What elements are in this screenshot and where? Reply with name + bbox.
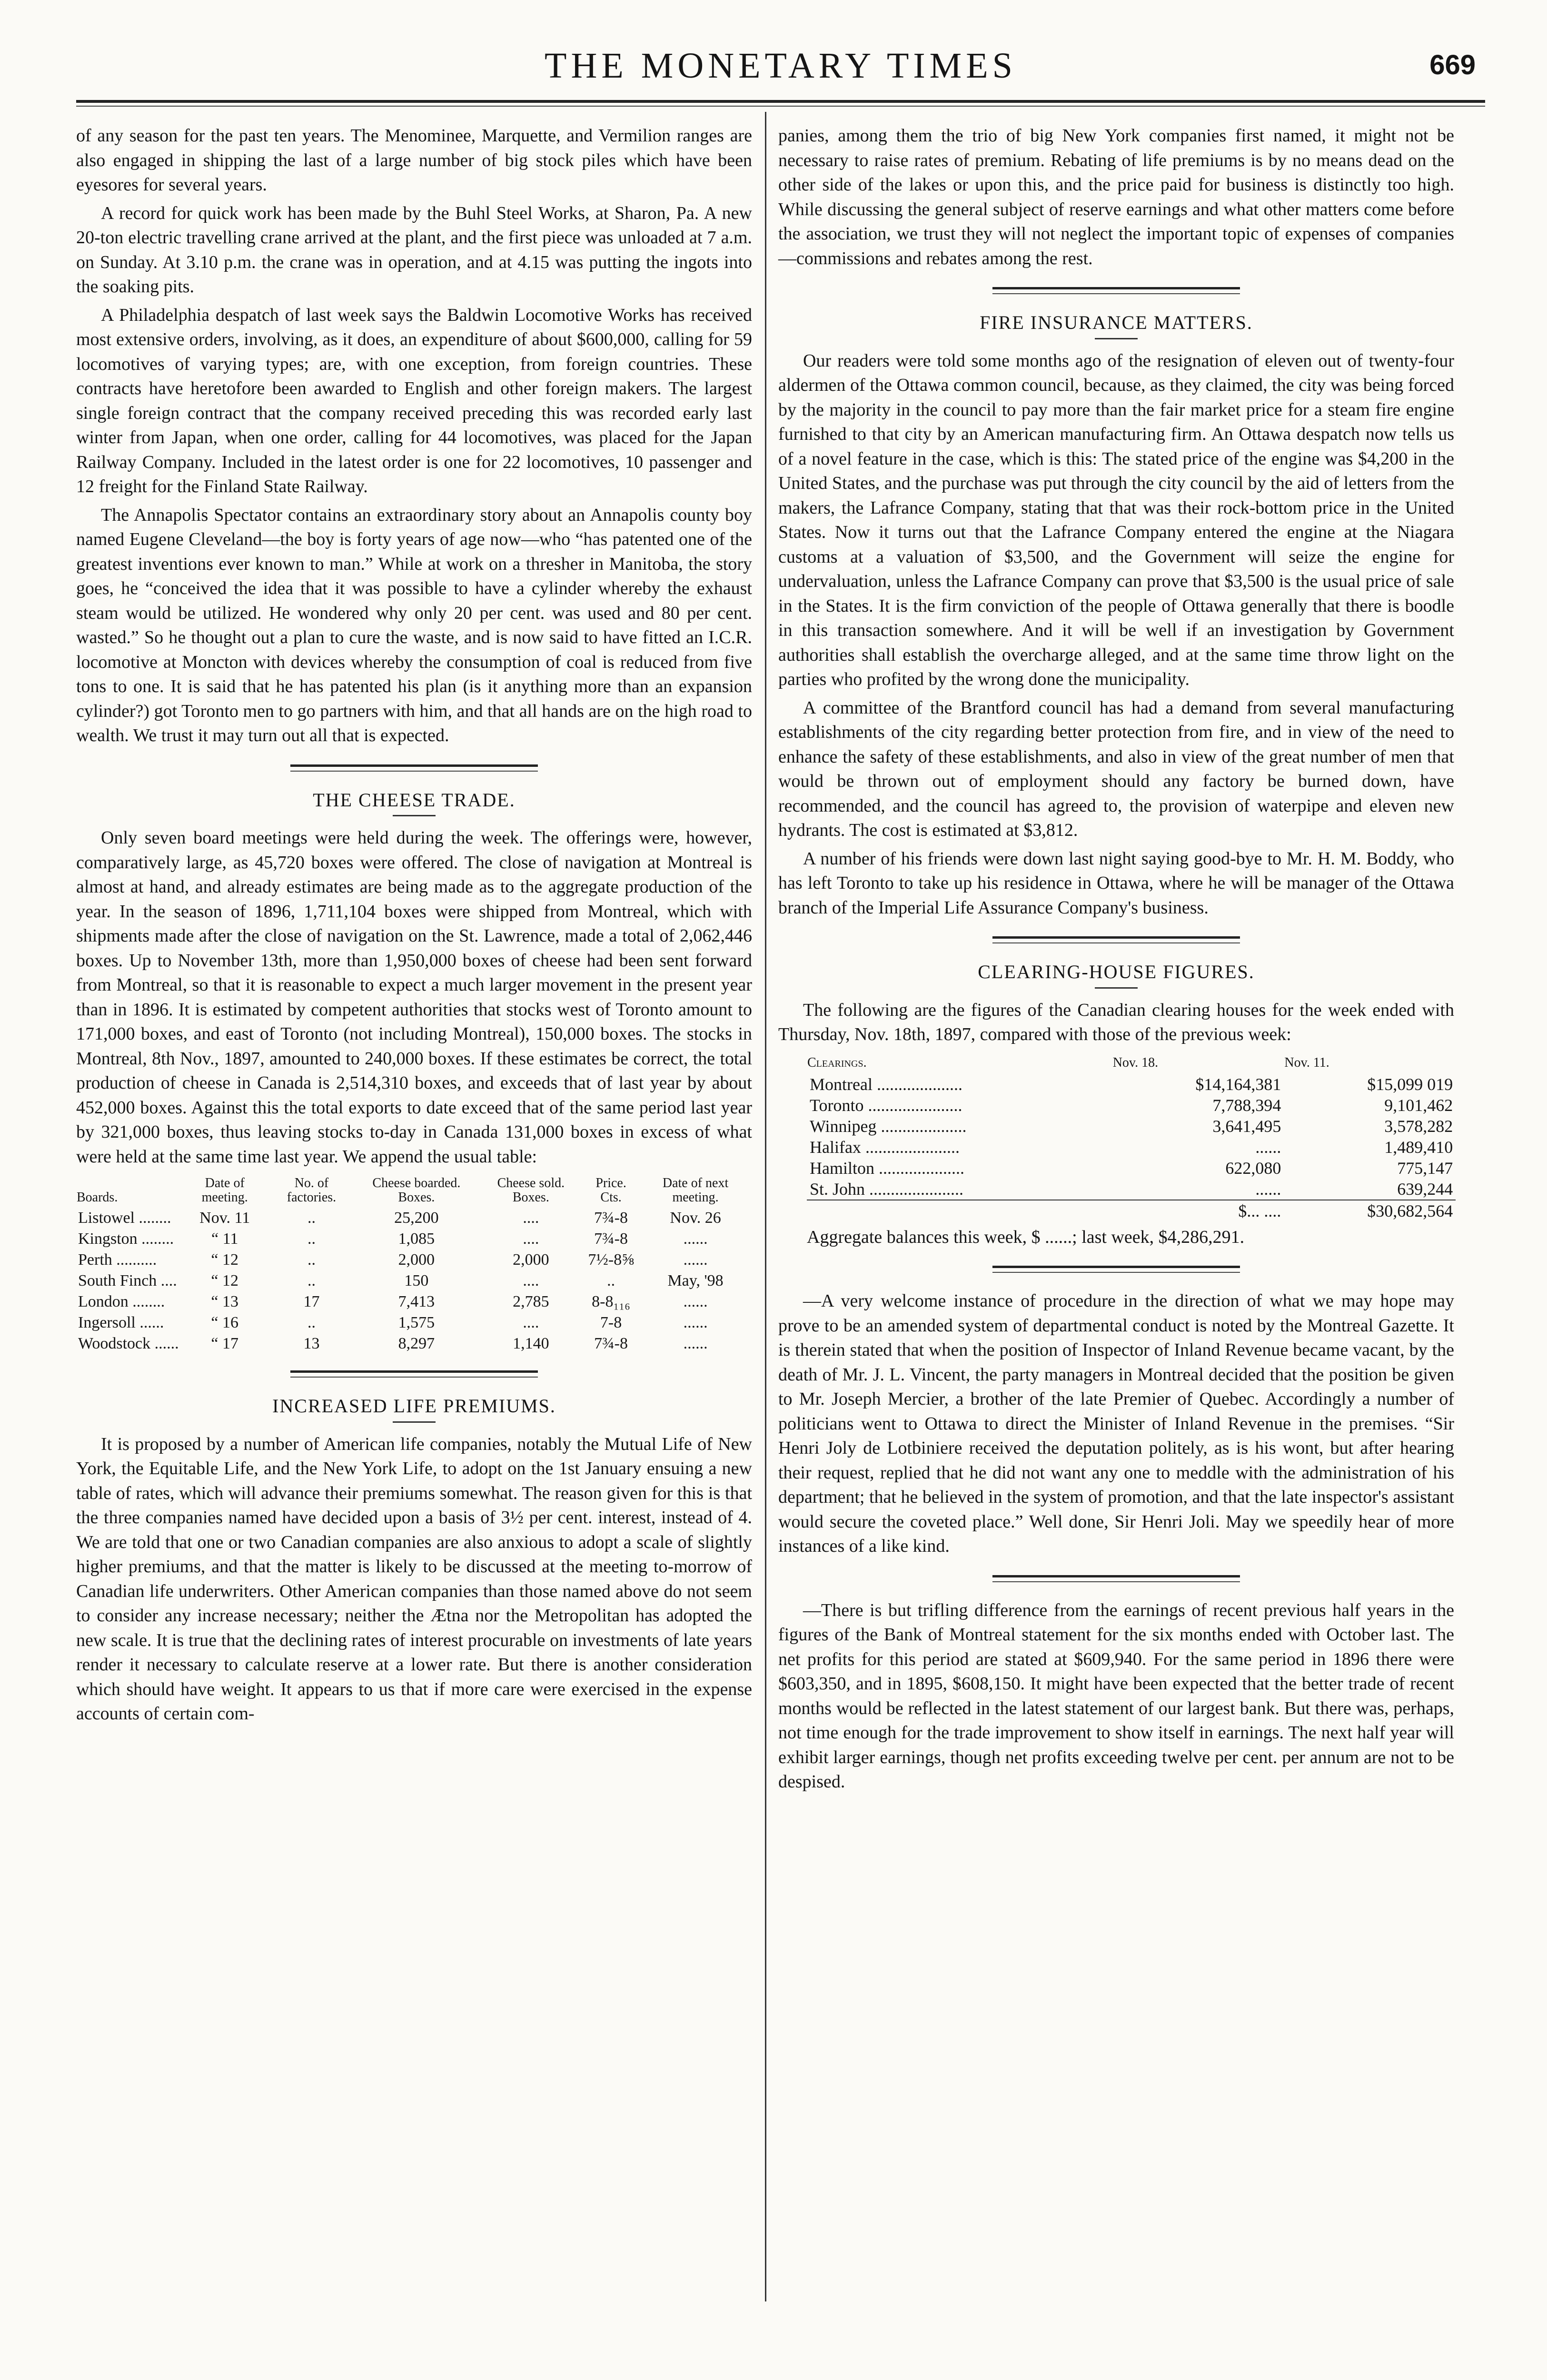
table-cell: ......	[683, 1251, 708, 1269]
column-header: Cheese sold. Boxes.	[497, 1176, 565, 1205]
table-cell: ......	[683, 1293, 708, 1310]
board-name-cell: London ........	[78, 1293, 165, 1310]
paragraph-ottawa-fire-engine: Our readers were told some months ago of the resignation of eleven out of twenty-four aldermen of the Ottawa common council, because, as they claimed, the city was being forced by the majority in the council to pay more than the fair market price for a steam fire engine furnished to that city by an American manufacturing firm. An Ottawa despatch now tells us of a novel feature in the case, which is this: The stated price of the engine was $4,200 in the United States, and the purchase was put through the city council by the aid of letters from the makers, the Lafrance Company, stating that that was their rock-bottom price in the United States. Now it turns out that the Lafrance Company entered the engine at the Niagara customs at a valuation of $3,500, and the Government will seize the engine for undervaluation, unless the Lafrance Company can prove that $3,500 is the usual price of sale in the States. It is the firm conviction of the people of Ottawa generally that there is boodle in this transaction somewhere. And it will be well if an investigation by Government authorities shall establish the overcharge alleged, and at the same time throw light on the parties who profited by the wrong done the municipality.	[778, 350, 1454, 689]
board-name-cell: South Finch ....	[78, 1272, 177, 1289]
page-header	[76, 45, 1485, 98]
table-header-row	[807, 1052, 1456, 1074]
table-cell: ....	[523, 1272, 539, 1289]
paragraph-bank-of-montreal: —There is but trifling difference from the earnings of recent previous half years in the figures of the Bank of Montreal statement for the six months ended with October last. The net profits for this period are stated at $609,940. For the same period in 1896 there were $603,350, and in 1895, $608,150. It might have been expected that the better trade of recent months would be reflected in the latest statement of our largest bank. But there was, perhaps, not time enough for the trade improvement to show itself in earnings. The next half year will exhibit larger earnings, though net profits exceeding twelve per cent. per annum are not to be despised.	[778, 1600, 1454, 1792]
heading-underline	[1095, 338, 1138, 339]
page-number: 669	[1429, 50, 1476, 80]
table-cell: ......	[683, 1230, 708, 1248]
section-rule	[992, 1575, 1240, 1577]
amount-cell: 639,244	[1397, 1179, 1453, 1199]
table-cell: 2,000	[513, 1251, 549, 1269]
table-cell: 7,413	[398, 1293, 435, 1310]
city-cell: Winnipeg ....................	[810, 1116, 967, 1136]
table-row	[807, 1116, 1456, 1137]
table-cell: 8-8₁₁₆	[592, 1293, 631, 1310]
life-premiums-heading: INCREASED LIFE PREMIUMS.	[272, 1395, 556, 1417]
table-cell: “ 16	[211, 1314, 238, 1331]
column-header: Nov. 18.	[1112, 1055, 1159, 1070]
header-rule	[76, 100, 1485, 103]
total-last-week: $30,682,564	[1284, 1200, 1456, 1221]
paragraph-boddy: A number of his friends were down last night saying good-bye to Mr. H. M. Boddy, who has left Toronto to take up his residence in Ottawa, where he will be manager of the Ottawa branch of the Imperial Life Assurance Company's business.	[778, 848, 1454, 918]
section-rule-thin	[992, 942, 1240, 943]
column-header: Date of meeting.	[201, 1176, 248, 1205]
table-cell: ..	[307, 1314, 316, 1331]
table-cell: 25,200	[394, 1209, 439, 1227]
table-cell: ..	[307, 1251, 316, 1269]
paragraph-menominee: of any season for the past ten years. The Menominee, Marquette, and Vermilion ranges are also engaged in shipping the last of a large number of big stock piles which have been eyesores for several years.	[76, 126, 752, 195]
table-cell: 2,000	[398, 1251, 435, 1269]
paragraph-inland-revenue: —A very welcome instance of procedure in the direction of what we may hope may prove to be an amended system of departmental conduct is noted by the Montreal Gazette. It is therein stated that when the position of Inspector of Inland Revenue became vacant, by the death of Mr. J. L. Vincent, the party managers in Montreal decided that the position be given to Mr. Joseph Mercier, a brother of the late Premier of Quebec. Accordingly a number of politicians went to Ottawa to direct the Minister of Inland Revenue in the premises. “Sir Henri Joly de Lotbiniere received the deputation politely, as is his wont, but after hearing their request, replied that he did not want any one to meddle with the administration of his department; that he believed in the system of promotion, and that the late inspector's assistant would secure the coveted place.” Well done, Sir Henri Joli. May we speedily hear of more instances of a like kind.	[778, 1291, 1454, 1556]
table-cell: Nov. 26	[670, 1209, 721, 1227]
city-cell: St. John ......................	[810, 1179, 964, 1199]
table-cell: Nov. 11	[199, 1209, 250, 1227]
table-cell: ......	[683, 1335, 708, 1352]
table-row	[807, 1179, 1456, 1200]
table-cell: 1,140	[513, 1335, 549, 1352]
city-cell: Toronto ......................	[810, 1095, 962, 1115]
column-header: No. of factories.	[287, 1176, 337, 1205]
right-column	[778, 124, 1454, 1798]
column-header: Cheese boarded. Boxes.	[372, 1176, 461, 1205]
amount-cell: ......	[1255, 1137, 1281, 1157]
section-rule-thin	[290, 1377, 538, 1378]
table-cell: ......	[683, 1314, 708, 1331]
board-name-cell: Perth ..........	[78, 1251, 157, 1269]
section-rule-thin	[290, 771, 538, 772]
table-cell: 1,575	[398, 1314, 435, 1331]
table-cell: May, '98	[667, 1272, 724, 1289]
table-cell: “ 17	[211, 1335, 238, 1352]
section-rule	[992, 1266, 1240, 1268]
table-cell: ....	[523, 1230, 539, 1248]
paragraph-brantford-council: A committee of the Brantford council has had a demand from several manufacturing establishments of the city regarding better protection from fire, and in view of the need to enhance the safety of these establishments, and also in view of the great number of men that would be thrown out of employment should any factory be burned down, have recommended, and the council has agreed to, the provision of waterpipe and eleven new hydrants. The cost is estimated at $3,812.	[778, 697, 1454, 840]
header-rule-thin	[76, 106, 1485, 107]
paragraph-clearing-intro: The following are the figures of the Canadian clearing houses for the week ended with Thursday, Nov. 18th, 1897, compared with those of the previous week:	[778, 1000, 1454, 1044]
amount-cell: 7,788,394	[1212, 1095, 1281, 1115]
table-row	[76, 1229, 752, 1250]
table-cell: “ 12	[211, 1272, 238, 1289]
table-cell: 7½-8⅝	[588, 1251, 634, 1269]
paragraph-annapolis-spectator: The Annapolis Spectator contains an extraordinary story about an Annapolis county boy named Eugene Cleveland—the boy is forty years of age now—who “has patented one of the greatest inventions ever known to man.” While at work on a thresher in Manitoba, the story goes, he “conceived the idea that it was possible to have a cylinder whereby the exhaust steam would be utilized. He wondered why only 20 per cent. was used and 80 per cent. wasted.” So he thought out a plan to cure the waste, and is now said to have fitted an I.C.R. locomotive at Moncton with devices whereby the consumption of coal is reduced from five tons to one. It is said that he has patented his plan (is it anything more than an expansion cylinder?) got Toronto men to go partners with him, and that all hands are on the high road to wealth. We trust it may turn out all that is expected.	[76, 505, 752, 745]
column-header: Price. Cts.	[595, 1176, 626, 1205]
amount-cell: 622,080	[1225, 1158, 1281, 1178]
amount-cell: 775,147	[1397, 1158, 1453, 1178]
column-header: Clearings.	[807, 1055, 867, 1070]
amount-cell: $14,164,381	[1195, 1074, 1281, 1094]
column-header: Date of next meeting.	[662, 1176, 729, 1205]
city-cell: Montreal ....................	[810, 1074, 962, 1094]
column-header: Nov. 11.	[1284, 1055, 1329, 1070]
clearing-house-table	[807, 1052, 1456, 1221]
table-cell: 7-8	[600, 1314, 622, 1331]
table-cell: “ 12	[211, 1251, 238, 1269]
table-row	[76, 1291, 752, 1312]
paragraph-cheese-trade: Only seven board meetings were held during the week. The offerings were, however, comparatively large, as 45,720 boxes were offered. The close of navigation at Montreal is almost at hand, and already estimates are being made as to the aggregate production of the year. In the season of 1896, 1,711,104 boxes were shipped from Montreal, which with shipments made after the close of navigation on the St. Lawrence, made a total of 2,062,446 boxes. Up to November 13th, more than 1,950,000 boxes of cheese had been sent forward from Montreal, so that it is reasonable to expect a much larger movement in the present year than in 1896. It is estimated by competent authorities that stocks west of Toronto amount to 171,000 boxes, and east of Toronto (not including Montreal), 150,000 boxes. The stocks in Montreal, 8th Nov., 1897, amounted to 240,000 boxes. If these estimates be correct, the total production of cheese in Canada is 2,514,310 boxes, and exceeds that of last year by about 452,000 boxes. Against this the total exports to date exceed that of the same period last year by 321,000 boxes, thus leaving stocks to-day in Canada 131,000 boxes in excess of what were held at the same time last year. We append the usual table:	[76, 828, 752, 1167]
table-row	[76, 1250, 752, 1270]
city-cell: Hamilton ....................	[810, 1158, 964, 1178]
table-cell: ..	[307, 1209, 316, 1227]
board-name-cell: Kingston ........	[78, 1230, 174, 1248]
table-row	[76, 1208, 752, 1229]
column-header: Boards.	[77, 1190, 118, 1205]
table-cell: “ 13	[211, 1293, 238, 1310]
table-cell: 7¾-8	[594, 1230, 628, 1248]
section-rule-thin	[992, 293, 1240, 294]
table-cell: 150	[404, 1272, 429, 1289]
paragraph-life-premiums: It is proposed by a number of American life companies, notably the Mutual Life of New York, the Equitable Life, and the New York Life, to adopt on the 1st January ensuing a new table of rates, which will advance their premiums somewhat. The reason given for this is that the three companies named have decided upon a basis of 3½ per cent. interest, instead of 4. We are told that one or two Canadian companies are also anxious to adopt a scale of slightly higher premiums, and that the matter is likely to be discussed at the meeting to-morrow of Canadian life underwriters. Other American companies than those named above do not seem to consider any increase necessary; neither the Ætna nor the Metropolitan has adopted the new scale. It is true that the declining rates of interest procurable on investments of late years render it necessary to calculate reserve at a lower rate. But there is another consideration which should have weight. It appears to us that if more care were exercised in the expense accounts of certain com-	[76, 1434, 752, 1724]
board-name-cell: Ingersoll ......	[78, 1314, 164, 1331]
clearing-house-heading: CLEARING-HOUSE FIGURES.	[978, 961, 1255, 982]
fire-insurance-heading: FIRE INSURANCE MATTERS.	[980, 312, 1253, 333]
table-cell: “ 11	[211, 1230, 238, 1248]
aggregate-balances: Aggregate balances this week, $ ......; last week, $4,286,291.	[807, 1227, 1245, 1247]
section-rule-thin	[992, 1272, 1240, 1273]
amount-cell: 1,489,410	[1384, 1137, 1453, 1157]
section-rule	[290, 764, 538, 767]
cheese-trade-heading: THE CHEESE TRADE.	[313, 789, 516, 811]
amount-cell: $15,099 019	[1367, 1074, 1453, 1094]
table-cell: 8,297	[398, 1335, 435, 1352]
table-row	[76, 1312, 752, 1333]
table-cell: ..	[307, 1272, 316, 1289]
table-row	[807, 1137, 1456, 1158]
heading-underline	[1095, 987, 1138, 989]
section-rule	[992, 936, 1240, 939]
heading-underline	[393, 1421, 436, 1423]
section-rule	[290, 1370, 538, 1373]
paragraph-baldwin-locomotive: A Philadelphia despatch of last week says the Baldwin Locomotive Works has received most extensive orders, involving, as it does, an expenditure of about $600,000, calling for 59 locomotives of varying types; are, with one exception, from foreign countries. These contracts have heretofore been awarded to English and other foreign makers. The largest single foreign contract that the company received preceding this was recorded early last winter from Japan, when one order, calling for 44 locomotives, was placed for the Japan Railway Company. Included in the latest order is one for 22 locomotives, 10 passenger and 12 freight for the Finland State Railway.	[76, 305, 752, 496]
table-cell: 2,785	[513, 1293, 549, 1310]
table-cell: 17	[303, 1293, 320, 1310]
section-rule-thin	[992, 1581, 1240, 1582]
table-row	[807, 1095, 1456, 1116]
board-name-cell: Listowel ........	[78, 1209, 171, 1227]
paragraph-buhl-steel: A record for quick work has been made by the Buhl Steel Works, at Sharon, Pa. A new 20-ton electric travelling crane arrived at the plant, and the first piece was unloaded at 7 a.m. on Sunday. At 3.10 p.m. the crane was in operation, and at 4.15 was putting the ingots into the soaking pits.	[76, 203, 752, 297]
amount-cell: 3,641,495	[1212, 1116, 1281, 1136]
board-name-cell: Woodstock ......	[78, 1335, 179, 1352]
amount-cell: 9,101,462	[1384, 1095, 1453, 1115]
table-row	[807, 1158, 1456, 1179]
masthead-title: THE MONETARY TIMES	[545, 46, 1017, 86]
total-this-week: $... ....	[1112, 1200, 1284, 1221]
city-cell: Halifax ......................	[810, 1137, 960, 1157]
table-cell: ..	[307, 1230, 316, 1248]
totals-row	[807, 1200, 1456, 1221]
table-row	[807, 1074, 1456, 1095]
column-divider	[765, 112, 766, 2301]
amount-cell: ......	[1255, 1179, 1281, 1199]
amount-cell: 3,578,282	[1384, 1116, 1453, 1136]
left-column	[76, 124, 752, 1730]
table-cell: ..	[607, 1272, 615, 1289]
totals-label-cell	[807, 1200, 1112, 1221]
table-header-row	[76, 1176, 752, 1208]
table-cell: 7¾-8	[594, 1209, 628, 1227]
table-cell: 7¾-8	[594, 1335, 628, 1352]
cheese-boards-table	[76, 1176, 752, 1354]
table-row	[76, 1333, 752, 1354]
section-rule	[992, 287, 1240, 289]
table-row	[76, 1270, 752, 1291]
table-cell: 1,085	[398, 1230, 435, 1248]
heading-underline	[393, 815, 436, 816]
paragraph-companies-continued: panies, among them the trio of big New York companies first named, it might not be necessary to raise rates of premium. Rebating of life premiums is by no means dead on the other side of the lakes or upon this, and the price paid for business is distinctly too high. While discussing the general subject of reserve earnings and what other matters come before the association, we trust they will not neglect the important topic of expenses of companies—commissions and rebates among the rest.	[778, 126, 1454, 268]
table-cell: ....	[523, 1209, 539, 1227]
table-cell: 13	[303, 1335, 320, 1352]
table-cell: ....	[523, 1314, 539, 1331]
